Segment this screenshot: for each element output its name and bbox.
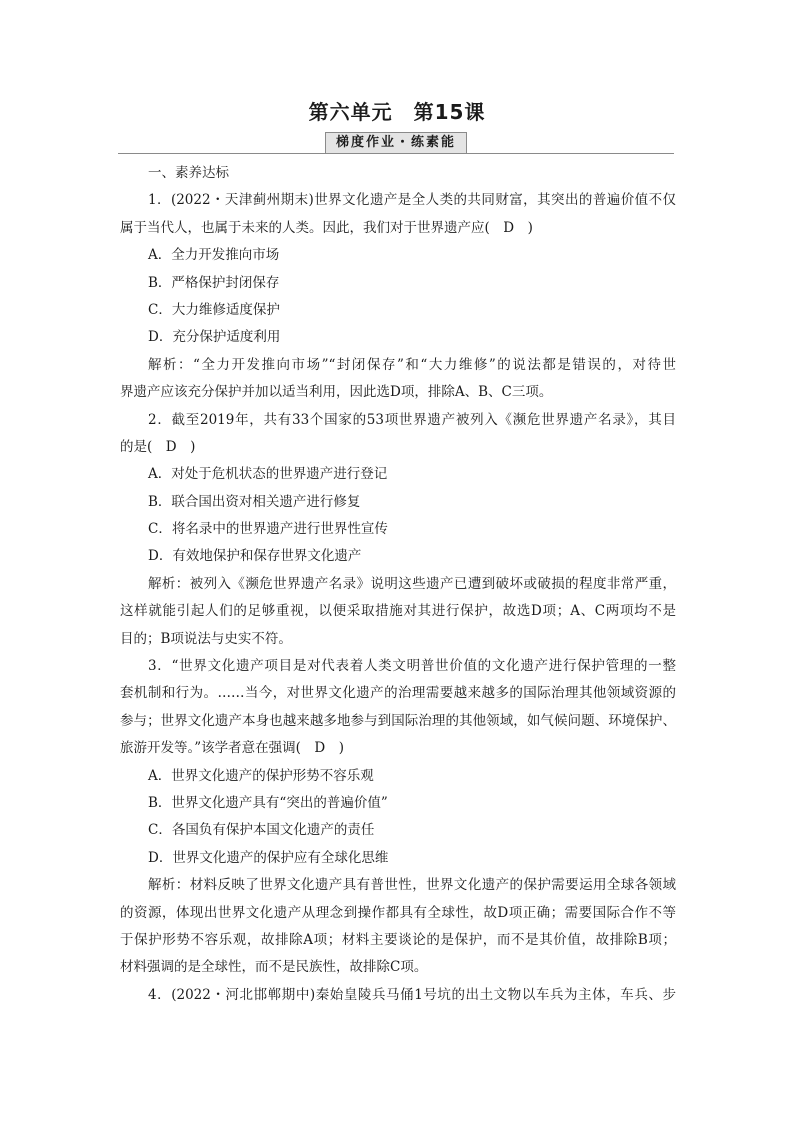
question-1-analysis-line: 解析：“全力开发推向市场”“封闭保存”和“大力维修”的说法都是错误的，对待世: [148, 356, 676, 373]
question-3-option-a: A．世界文化遗产的保护形势不容乐观: [148, 767, 374, 784]
question-4-stem-line: 4．(2022・河北邯郸期中)秦始皇陵兵马俑1号坑的出土文物以车兵为主体，车兵、步: [148, 986, 676, 1003]
section-banner: [118, 132, 674, 156]
section-heading: 一、素养达标: [148, 165, 229, 181]
lesson-title: 第六单元 第15课: [308, 100, 486, 124]
question-1-option-b: B．严格保护封闭保存: [148, 274, 280, 291]
question-3-option-d: D．世界文化遗产的保护应有全球化思维: [148, 849, 389, 866]
question-3-stem-line: 套机制和行为。……当今，对世界文化遗产的治理需要越来越多的国际治理其他领域资源的: [120, 685, 676, 702]
question-1-option-a: A．全力开发推向市场: [148, 247, 280, 264]
question-2-stem-line: 的是( D ): [120, 438, 196, 455]
question-3-analysis-line: 的资源，体现出世界文化遗产从理念到操作都具有全球性，故D项正确；需要国际合作不等: [120, 904, 676, 921]
question-2-option-d: D．有效地保护和保存世界文化遗产: [148, 548, 362, 565]
question-3-analysis-line: 于保护形势不容乐观，故排除A项；材料主要谈论的是保护，而不是其价值，故排除B项；: [120, 931, 676, 948]
question-3-stem-line: 3．“世界文化遗产项目是对代表着人类文明普世价值的文化遗产进行保护管理的一整: [148, 658, 676, 675]
question-3-analysis-line: 材料强调的是全球性，而不是民族性，故排除C项。: [120, 959, 428, 976]
question-2-analysis-line: 目的；B项说法与史实不符。: [120, 630, 292, 647]
question-2-option-c: C．将名录中的世界遗产进行世界性宣传: [148, 521, 388, 538]
question-1-stem-line: 1．(2022・天津蓟州期末)世界文化遗产是全人类的共同财富，其突出的普遍价值不仅: [148, 192, 676, 209]
question-3-option-c: C．各国负有保护本国文化遗产的责任: [148, 822, 375, 839]
question-2-stem-line: 2．截至2019年，共有33个国家的53项世界遗产被列入《濒危世界遗产名录》，其目: [148, 411, 676, 428]
question-3-stem-line: 旅游开发等。”该学者意在强调( D ): [120, 740, 345, 757]
question-2-analysis-line: 这样就能引起人们的足够重视，以便采取措施对其进行保护，故选D项；A、C两项均不是: [120, 603, 676, 620]
question-3-option-b: B．世界文化遗产具有“突出的普遍价值”: [148, 794, 388, 811]
question-2-analysis-line: 解析：被列入《濒危世界遗产名录》说明这些遗产已遭到破坏或破损的程度非常严重，: [148, 575, 676, 592]
question-1-stem-line: 属于当代人，也属于未来的人类。因此，我们对于世界遗产应( D ): [120, 219, 533, 236]
banner-label: 梯度作业・练素能: [325, 132, 467, 154]
question-3-stem-line: 参与；世界文化遗产本身也越来越多地参与到国际治理的其他领域，如气候问题、环境保护、: [120, 712, 676, 729]
question-2-option-b: B．联合国出资对相关遗产进行修复: [148, 493, 361, 510]
question-3-analysis-line: 解析：材料反映了世界文化遗产具有普世性，世界文化遗产的保护需要运用全球各领域: [148, 877, 676, 894]
question-1-option-c: C．大力维修适度保护: [148, 301, 280, 318]
question-1-analysis-line: 界遗产应该充分保护并加以适当利用，因此选D项，排除A、B、C三项。: [120, 384, 553, 401]
document-body: [120, 160, 676, 1009]
question-2-option-a: A．对处于危机状态的世界遗产进行登记: [148, 466, 388, 483]
question-1-option-d: D．充分保护适度利用: [148, 329, 281, 346]
